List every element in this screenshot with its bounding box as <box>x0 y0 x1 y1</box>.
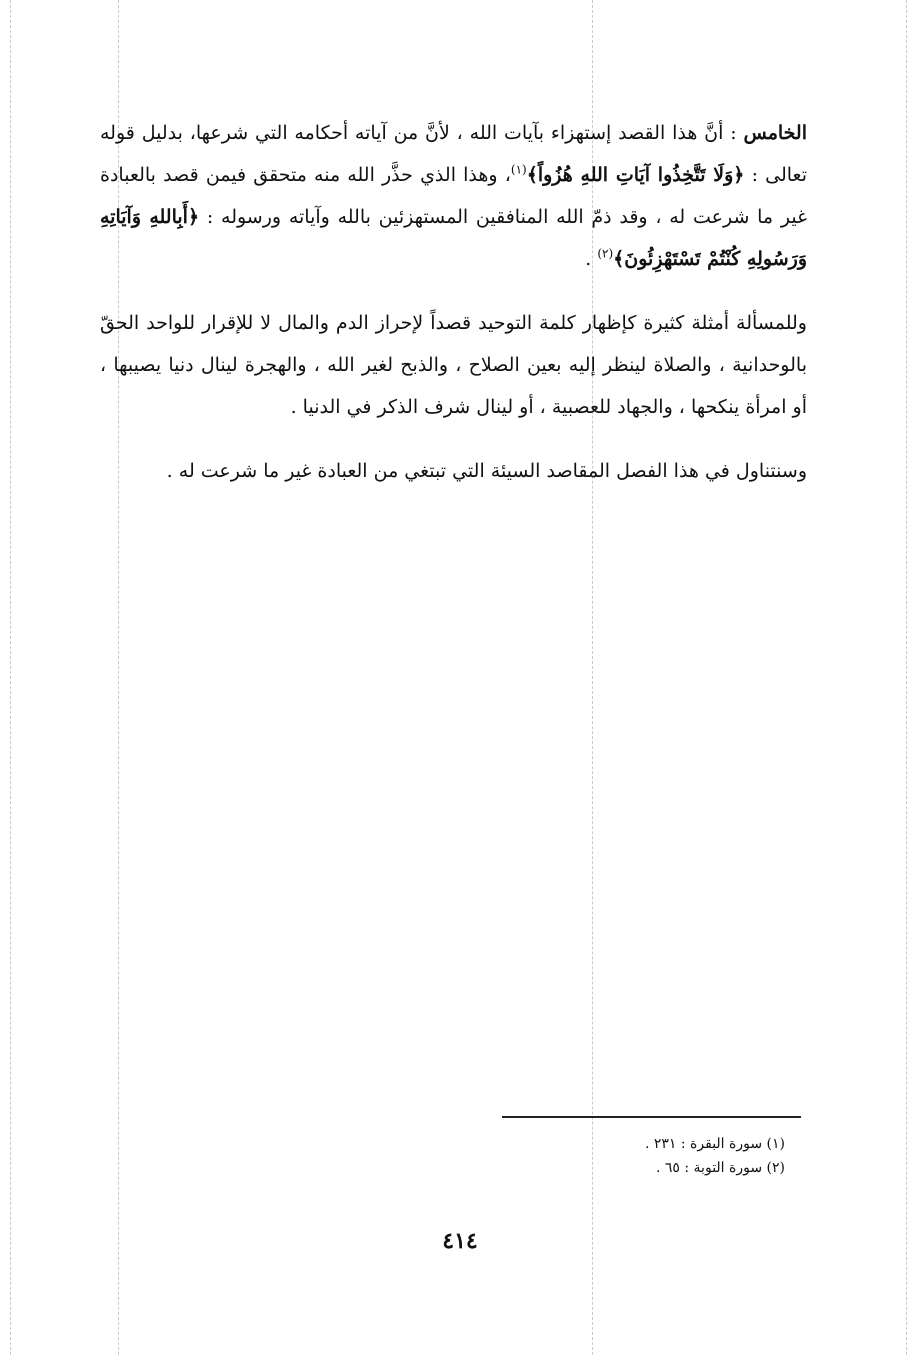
footnote-reference: (١) <box>510 162 527 177</box>
page-number: ٤١٤ <box>442 1228 478 1254</box>
footnote-1: (١) سورة البقرة : ٢٣١ . <box>644 1136 785 1152</box>
footnotes <box>500 1132 785 1180</box>
scan-guide-line <box>10 0 11 1355</box>
footnote-separator <box>502 1116 801 1118</box>
quran-verse: ﴿أَبِاللهِ وَآيَاتِهِ وَرَسُولِهِ كُنْتُمْ تَسْتَهْزِئُونَ﴾ <box>100 206 807 270</box>
paragraph-text: . <box>585 248 598 270</box>
footnote-2: (٢) سورة التوبة : ٦٥ . <box>655 1160 785 1176</box>
paragraph-lead-word: الخامس <box>743 122 807 144</box>
footnote-reference: (٢) <box>597 246 614 261</box>
page-body <box>100 112 807 514</box>
paragraph-chapter-intro: وسنتناول في هذا الفصل المقاصد السيئة التي تبتغي من العبادة غير ما شرعت له . <box>166 460 807 482</box>
paragraph-text: : أنَّ هذا القصد إستهزاء بآيات الله ، لأنَّ من آياته أحكامه التي شرعها، بدليل قوله تعالى : <box>100 122 807 186</box>
paragraph-fifth-point <box>100 112 807 280</box>
quran-verse: ﴿وَلَا تَتَّخِذُوا آيَاتِ اللهِ هُزُواً﴾ <box>526 164 745 186</box>
paragraph-text: ، وهذا الذي حذَّر الله منه متحقق فيمن قصد بالعبادة غير ما شرعت له ، وقد ذمّ الله المنافقين المستهزئين بالله وآياته ورسوله : <box>100 164 807 228</box>
scan-guide-line <box>906 0 907 1355</box>
paragraph-examples: وللمسألة أمثلة كثيرة كإظهار كلمة التوحيد قصداً لإحراز الدم والمال لا للإقرار للواحد الحقّ بالوحدانية ، والصلاة لينظر إليه بعين الصلاح ، والذبح لغير الله ، والهجرة لينال دنيا يصيبها ، أو امرأة ينكحها ، والجهاد للعصبية ، أو لينال شرف الذكر في الدنيا . <box>100 312 807 418</box>
